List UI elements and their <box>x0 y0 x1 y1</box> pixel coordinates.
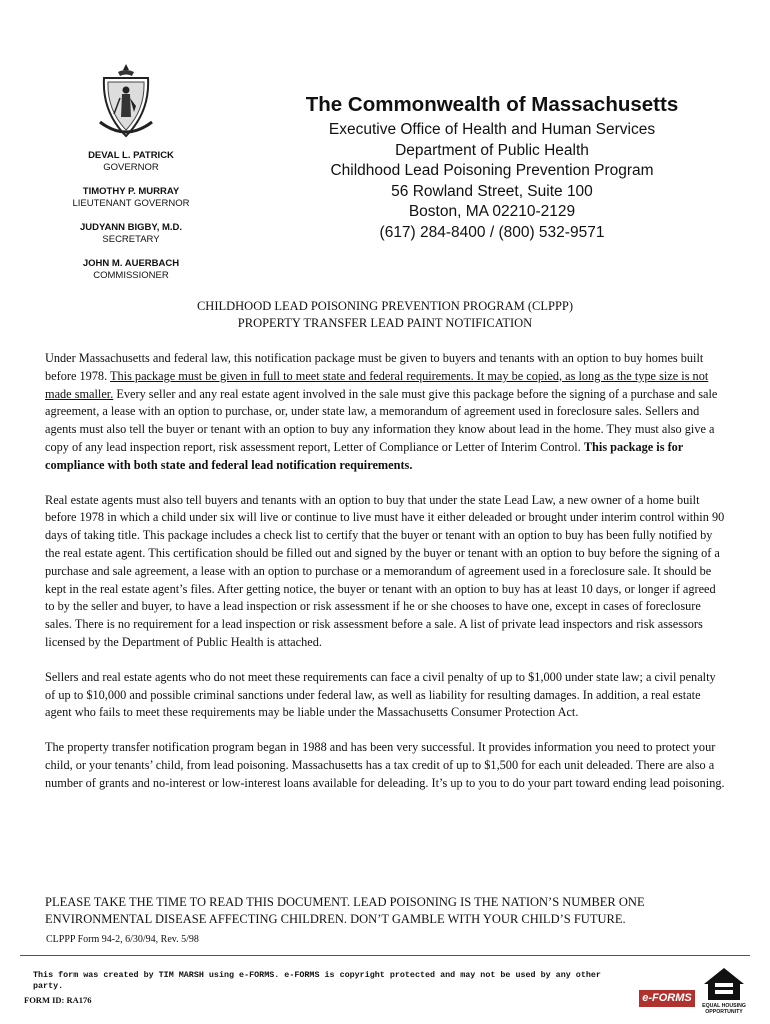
letterhead <box>262 92 722 243</box>
department-line: Department of Public Health <box>395 141 589 159</box>
copy-requirement: This package must be given in full to meet state and federal requirements. It may be copied, as long as the type size is not made smaller. <box>45 368 709 401</box>
massachusetts-seal-logo <box>96 62 156 142</box>
official-name: JUDYANN BIGBY, M.D. <box>79 222 183 233</box>
seller-requirements: Every seller and any real estate agent involved in the sale must give this package before the signing of a purchase and sale agreement, a lease with an option to purchase, or, under state law, a memorandum of agreement used in foreclosure sales. Sellers and agents must also tell the buyer or tenant with an option to buy any information they know about lead in the home. They must also give a copy of any lead inspection report, risk assessment report, Letter of Compliance or Letter of Interim Control. <box>45 386 718 454</box>
svg-text:EQUAL HOUSING: EQUAL HOUSING <box>702 1003 746 1009</box>
program-name: CHILDHOOD LEAD POISONING PREVENTION PROGRAM (CLPPP) <box>196 299 574 313</box>
official-title: LIEUTENANT GOVERNOR <box>72 198 190 209</box>
official-title: GOVERNOR <box>103 162 159 173</box>
paragraph-agents: Real estate agents must also tell buyers and tenants with an option to buy that under the state Lead Law, a new owner of a home built before 1978 in which a child under six will live or continue to live must have it either deleaded or brought under interim control within 90 days of taking title. This package includes a check list to certify that the buyer or tenant with an option to buy has been fully notified by the real estate agent. This certification should be filled out and signed by the buyer or tenant with an option to buy before the signing of a purchase and sale agreement, a lease with an option to purchase or a memorandum of agreement used in a foreclosure sale. It should be kept in the real estate agent’s files. After getting notice, the buyer or tenant with an option to buy has at least 10 days, or longer if agreed to by the seller and buyer, to have a lead inspection or risk assessment if he or she chooses to have one, except in cases of foreclosure sales. There is no requirement for a lead inspection or risk assessment before a sale. A list of private lead inspectors and risk assessors licensed by the Department of Public Health is attached. <box>45 492 725 649</box>
official-governor <box>46 150 216 174</box>
form-number: CLPPP Form 94-2, 6/30/94, Rev. 5/98 <box>46 934 199 945</box>
footer-divider <box>20 955 750 956</box>
paragraph-program: The property transfer notification program began in 1988 and has been very successful. It provides information you need to protect your child, or your tenants’ child, from lead poisoning. Massachusetts has a tax credit of up to $1,500 for each unit deleaded. There are also a number of grants and no-interest or low-interest loans available for deleading. It’s up to you to do your part toward ending lead poisoning. <box>45 740 725 790</box>
phone-numbers: (617) 284-8400 / (800) 532-9571 <box>379 223 605 241</box>
equal-housing-logo <box>698 962 750 1014</box>
page-title: The Commonwealth of Massachusetts <box>305 93 679 116</box>
street-address: 56 Rowland Street, Suite 100 <box>391 182 593 200</box>
agency-line: Executive Office of Health and Human Services <box>328 121 656 138</box>
officials-list <box>46 150 216 294</box>
paragraph-intro <box>45 350 725 475</box>
compliance-statement: This package is for compliance with both state and federal lead notification requirements. <box>45 439 684 472</box>
official-title: SECRETARY <box>102 234 160 245</box>
official-secretary <box>46 222 216 246</box>
official-name: JOHN M. AUERBACH <box>82 258 180 269</box>
intro-text: Under Massachusetts and federal law, this notification package must be given to buyers and tenants with an option to buy homes built before 1978. <box>45 351 704 383</box>
official-title: COMMISSIONER <box>93 270 169 281</box>
program-line: Childhood Lead Poisoning Prevention Program <box>330 162 654 179</box>
form-id: FORM ID: RA176 <box>24 995 92 1005</box>
closing-notice: PLEASE TAKE THE TIME TO READ THIS DOCUMENT. LEAD POISONING IS THE NATION’S NUMBER ONE ENVIRONMENTAL DISEASE AFFECTING CHILDREN. DON’T GAMBLE WITH YOUR CHILD’S FUTURE. <box>45 895 645 926</box>
city-address: Boston, MA 02210-2129 <box>408 203 576 220</box>
document-heading <box>0 298 770 332</box>
eforms-copyright-note: This form was created by TIM MARSH using e-FORMS. e-FORMS is copyright protected and may not be used by any other party. <box>33 970 601 991</box>
official-name: TIMOTHY P. MURRAY <box>82 186 180 197</box>
eforms-logo: e-FORMS <box>639 990 695 1007</box>
document-body <box>45 350 725 810</box>
notification-title: PROPERTY TRANSFER LEAD PAINT NOTIFICATION <box>237 316 533 330</box>
official-lieutenant-governor <box>46 186 216 210</box>
official-commissioner <box>46 258 216 282</box>
official-name: DEVAL L. PATRICK <box>88 150 174 161</box>
paragraph-penalties: Sellers and real estate agents who do not meet these requirements can face a civil penalty of up to $1,000 under state law; a civil penalty of up to $10,000 and possible criminal sanctions under federal law, as well as liability for resulting damages. In addition, a real estate agent who fails to meet these requirements may be liable under the Massachusetts Consumer Protection Act. <box>45 669 716 720</box>
svg-text:OPPORTUNITY: OPPORTUNITY <box>705 1009 743 1014</box>
